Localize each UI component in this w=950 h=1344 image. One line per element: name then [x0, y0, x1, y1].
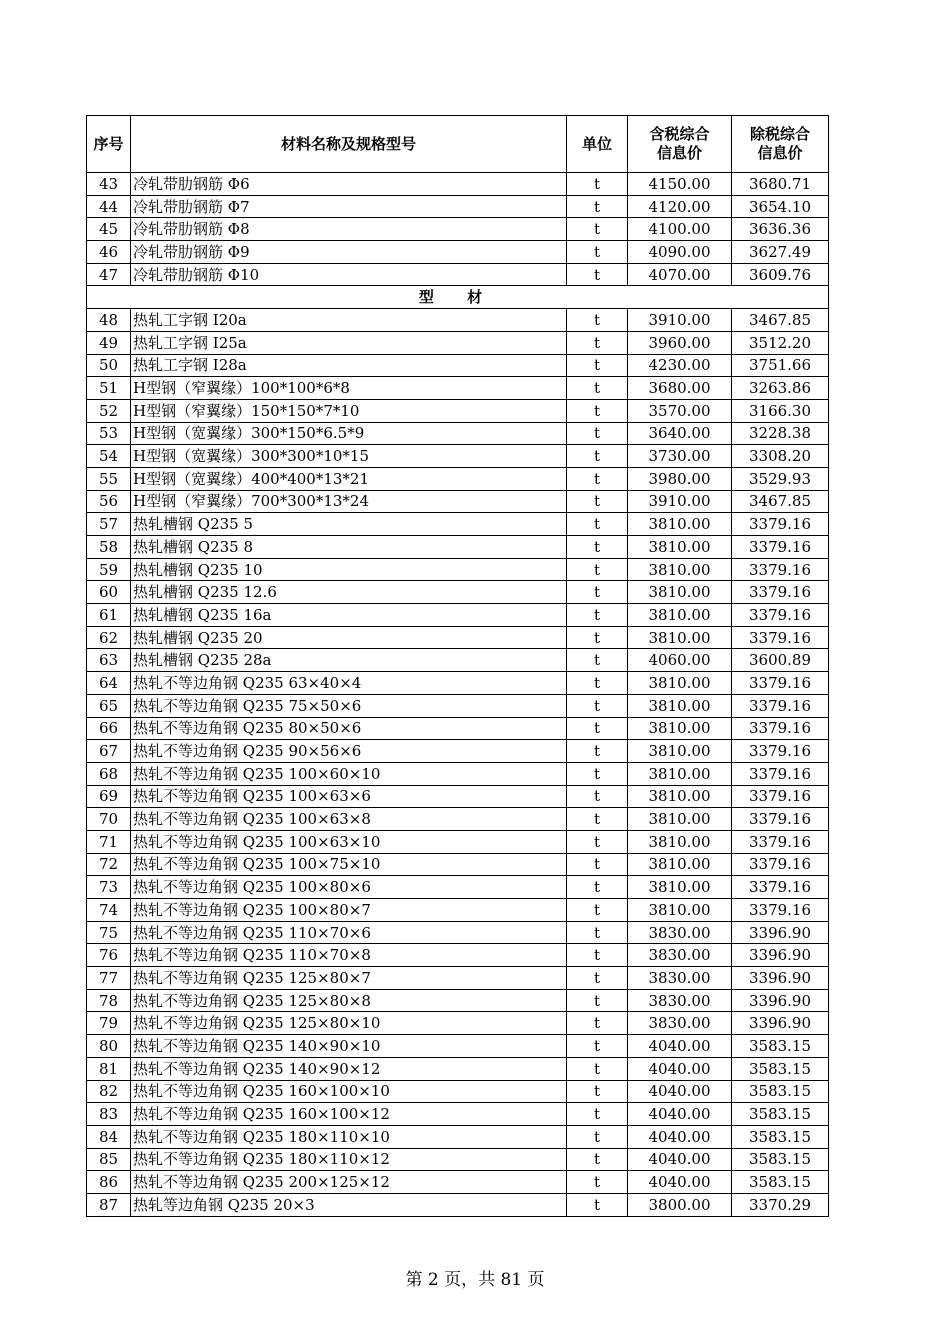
cell-price-notax: 3379.16: [732, 513, 829, 536]
cell-price-tax: 4060.00: [628, 649, 732, 672]
table-row: [87, 694, 829, 717]
cell-no: 69: [87, 785, 131, 808]
cell-no: 75: [87, 921, 131, 944]
cell-price-tax: 4040.00: [628, 1125, 732, 1148]
cell-no: 76: [87, 944, 131, 967]
cell-no: 79: [87, 1012, 131, 1035]
cell-no: 66: [87, 717, 131, 740]
cell-no: 77: [87, 967, 131, 990]
cell-name: 热轧槽钢 Q235 8: [131, 536, 567, 559]
cell-no: 81: [87, 1057, 131, 1080]
cell-unit: t: [567, 377, 628, 400]
table-row: [87, 944, 829, 967]
cell-price-notax: 3609.76: [732, 263, 829, 286]
cell-price-tax: 3810.00: [628, 762, 732, 785]
table-row: [87, 467, 829, 490]
table-row: [87, 445, 829, 468]
cell-name: 热轧不等边角钢 Q235 100×75×10: [131, 853, 567, 876]
cell-price-tax: 4040.00: [628, 1057, 732, 1080]
cell-unit: t: [567, 1057, 628, 1080]
cell-unit: t: [567, 309, 628, 332]
cell-price-tax: 3810.00: [628, 694, 732, 717]
cell-price-notax: 3379.16: [732, 853, 829, 876]
cell-unit: t: [567, 1193, 628, 1216]
cell-name: H型钢（窄翼缘）150*150*7*10: [131, 399, 567, 422]
cell-name: 热轧不等边角钢 Q235 110×70×8: [131, 944, 567, 967]
cell-unit: t: [567, 1080, 628, 1103]
cell-no: 52: [87, 399, 131, 422]
cell-price-tax: 3830.00: [628, 921, 732, 944]
cell-price-tax: 3810.00: [628, 626, 732, 649]
cell-unit: t: [567, 581, 628, 604]
table-row: [87, 830, 829, 853]
cell-price-tax: 3640.00: [628, 422, 732, 445]
cell-price-notax: 3583.15: [732, 1103, 829, 1126]
price-table: [86, 115, 829, 1217]
table-row: [87, 195, 829, 218]
table-row: [87, 173, 829, 196]
cell-no: 55: [87, 467, 131, 490]
cell-name: 热轧等边角钢 Q235 20×3: [131, 1193, 567, 1216]
cell-price-notax: 3680.71: [732, 173, 829, 196]
cell-price-notax: 3379.16: [732, 626, 829, 649]
cell-name: 热轧不等边角钢 Q235 180×110×12: [131, 1148, 567, 1171]
cell-unit: t: [567, 921, 628, 944]
cell-name: 热轧不等边角钢 Q235 125×80×10: [131, 1012, 567, 1035]
cell-price-notax: 3379.16: [732, 762, 829, 785]
cell-price-notax: 3396.90: [732, 967, 829, 990]
header-row: [87, 116, 829, 173]
cell-no: 48: [87, 309, 131, 332]
cell-price-tax: 3960.00: [628, 331, 732, 354]
cell-name: H型钢（窄翼缘）100*100*6*8: [131, 377, 567, 400]
cell-price-tax: 3830.00: [628, 944, 732, 967]
cell-price-notax: 3467.85: [732, 309, 829, 332]
header-price-notax-line2: 信息价: [757, 144, 803, 162]
cell-price-tax: 3980.00: [628, 467, 732, 490]
cell-no: 47: [87, 263, 131, 286]
cell-no: 50: [87, 354, 131, 377]
cell-unit: t: [567, 1012, 628, 1035]
table-row: [87, 241, 829, 264]
header-price-tax-line2: 信息价: [656, 144, 702, 162]
cell-price-tax: 3810.00: [628, 785, 732, 808]
cell-name: 热轧不等边角钢 Q235 80×50×6: [131, 717, 567, 740]
cell-unit: t: [567, 899, 628, 922]
page-footer: [0, 1265, 950, 1290]
table-row: [87, 331, 829, 354]
cell-unit: t: [567, 967, 628, 990]
header-price-tax: [628, 116, 732, 173]
cell-no: 86: [87, 1171, 131, 1194]
cell-price-tax: 3810.00: [628, 536, 732, 559]
table-row: [87, 1125, 829, 1148]
cell-price-notax: 3379.16: [732, 785, 829, 808]
cell-unit: t: [567, 263, 628, 286]
cell-no: 70: [87, 808, 131, 831]
header-price-tax-line1: 含税综合: [649, 125, 710, 143]
cell-name: 热轧不等边角钢 Q235 75×50×6: [131, 694, 567, 717]
cell-name: 热轧不等边角钢 Q235 140×90×10: [131, 1035, 567, 1058]
cell-name: 热轧不等边角钢 Q235 100×63×10: [131, 830, 567, 853]
cell-price-tax: 3810.00: [628, 672, 732, 695]
cell-name: 冷轧带肋钢筋 Φ10: [131, 263, 567, 286]
cell-no: 43: [87, 173, 131, 196]
cell-price-tax: 4040.00: [628, 1035, 732, 1058]
table-row: [87, 899, 829, 922]
cell-price-notax: 3751.66: [732, 354, 829, 377]
cell-name: 热轧不等边角钢 Q235 100×80×7: [131, 899, 567, 922]
table-row: [87, 263, 829, 286]
cell-price-notax: 3379.16: [732, 830, 829, 853]
table-row: [87, 1035, 829, 1058]
cell-price-tax: 3910.00: [628, 490, 732, 513]
cell-name: 冷轧带肋钢筋 Φ9: [131, 241, 567, 264]
table-row: [87, 649, 829, 672]
table-row: [87, 808, 829, 831]
header-no: 序号: [87, 116, 131, 173]
cell-price-tax: 4040.00: [628, 1148, 732, 1171]
table-row: [87, 1171, 829, 1194]
cell-price-notax: 3583.15: [732, 1125, 829, 1148]
cell-name: 热轧不等边角钢 Q235 125×80×7: [131, 967, 567, 990]
table-row: [87, 1148, 829, 1171]
cell-price-tax: 3810.00: [628, 853, 732, 876]
table-row: [87, 762, 829, 785]
cell-price-notax: 3263.86: [732, 377, 829, 400]
cell-price-tax: 3810.00: [628, 513, 732, 536]
cell-no: 63: [87, 649, 131, 672]
table-row: [87, 377, 829, 400]
cell-price-notax: 3379.16: [732, 581, 829, 604]
cell-price-notax: 3583.15: [732, 1080, 829, 1103]
cell-unit: t: [567, 422, 628, 445]
cell-no: 54: [87, 445, 131, 468]
cell-name: 热轧不等边角钢 Q235 125×80×8: [131, 989, 567, 1012]
section-title: 型 材: [87, 286, 829, 309]
cell-no: 44: [87, 195, 131, 218]
cell-price-tax: 3830.00: [628, 989, 732, 1012]
cell-no: 82: [87, 1080, 131, 1103]
cell-unit: t: [567, 354, 628, 377]
cell-price-tax: 3680.00: [628, 377, 732, 400]
cell-unit: t: [567, 740, 628, 763]
table-row: [87, 921, 829, 944]
table-row: [87, 513, 829, 536]
table-row: [87, 399, 829, 422]
table-row: [87, 989, 829, 1012]
cell-no: 71: [87, 830, 131, 853]
cell-no: 57: [87, 513, 131, 536]
cell-unit: t: [567, 989, 628, 1012]
cell-unit: t: [567, 536, 628, 559]
cell-price-notax: 3379.16: [732, 558, 829, 581]
cell-price-notax: 3228.38: [732, 422, 829, 445]
cell-price-tax: 3810.00: [628, 808, 732, 831]
cell-price-notax: 3396.90: [732, 921, 829, 944]
cell-unit: t: [567, 876, 628, 899]
cell-unit: t: [567, 173, 628, 196]
cell-no: 58: [87, 536, 131, 559]
table-row: [87, 422, 829, 445]
cell-unit: t: [567, 195, 628, 218]
cell-price-tax: 3810.00: [628, 876, 732, 899]
cell-price-notax: 3583.15: [732, 1171, 829, 1194]
cell-name: 热轧不等边角钢 Q235 110×70×6: [131, 921, 567, 944]
cell-price-notax: 3396.90: [732, 1012, 829, 1035]
table-row: [87, 785, 829, 808]
cell-unit: t: [567, 604, 628, 627]
cell-price-notax: 3379.16: [732, 899, 829, 922]
cell-price-notax: 3600.89: [732, 649, 829, 672]
header-unit: 单位: [567, 116, 628, 173]
cell-price-notax: 3636.36: [732, 218, 829, 241]
cell-name: 热轧不等边角钢 Q235 90×56×6: [131, 740, 567, 763]
cell-name: 热轧不等边角钢 Q235 100×80×6: [131, 876, 567, 899]
table-row: [87, 604, 829, 627]
table-row: [87, 490, 829, 513]
cell-name: 冷轧带肋钢筋 Φ8: [131, 218, 567, 241]
cell-unit: t: [567, 785, 628, 808]
cell-price-tax: 4070.00: [628, 263, 732, 286]
cell-no: 80: [87, 1035, 131, 1058]
cell-name: 热轧槽钢 Q235 28a: [131, 649, 567, 672]
cell-unit: t: [567, 513, 628, 536]
cell-price-notax: 3379.16: [732, 876, 829, 899]
cell-price-tax: 3810.00: [628, 604, 732, 627]
table-row: [87, 1080, 829, 1103]
cell-name: 热轧不等边角钢 Q235 140×90×12: [131, 1057, 567, 1080]
cell-price-notax: 3379.16: [732, 536, 829, 559]
table-row: [87, 740, 829, 763]
cell-no: 46: [87, 241, 131, 264]
cell-price-notax: 3396.90: [732, 944, 829, 967]
cell-unit: t: [567, 626, 628, 649]
table-row: [87, 581, 829, 604]
table-row: [87, 558, 829, 581]
cell-unit: t: [567, 331, 628, 354]
cell-no: 64: [87, 672, 131, 695]
cell-name: 热轧工字钢 I20a: [131, 309, 567, 332]
header-price-notax: [732, 116, 829, 173]
cell-price-tax: 3810.00: [628, 717, 732, 740]
cell-unit: t: [567, 830, 628, 853]
page-number-text: 第 2 页，共 81 页: [405, 1270, 545, 1290]
table-row: [87, 309, 829, 332]
cell-name: H型钢（窄翼缘）700*300*13*24: [131, 490, 567, 513]
cell-unit: t: [567, 399, 628, 422]
cell-name: 热轧槽钢 Q235 20: [131, 626, 567, 649]
cell-no: 73: [87, 876, 131, 899]
cell-no: 85: [87, 1148, 131, 1171]
cell-price-notax: 3308.20: [732, 445, 829, 468]
cell-no: 59: [87, 558, 131, 581]
cell-price-tax: 3570.00: [628, 399, 732, 422]
cell-no: 65: [87, 694, 131, 717]
cell-price-tax: 4040.00: [628, 1171, 732, 1194]
cell-price-notax: 3654.10: [732, 195, 829, 218]
cell-no: 83: [87, 1103, 131, 1126]
table-row: [87, 876, 829, 899]
cell-name: 热轧槽钢 Q235 5: [131, 513, 567, 536]
cell-price-notax: 3379.16: [732, 604, 829, 627]
table-row: [87, 218, 829, 241]
table-body: [87, 173, 829, 1217]
cell-name: 热轧工字钢 I25a: [131, 331, 567, 354]
cell-price-notax: 3583.15: [732, 1148, 829, 1171]
cell-price-notax: 3379.16: [732, 672, 829, 695]
cell-price-notax: 3583.15: [732, 1035, 829, 1058]
cell-price-notax: 3379.16: [732, 694, 829, 717]
cell-price-tax: 3730.00: [628, 445, 732, 468]
cell-name: 冷轧带肋钢筋 Φ7: [131, 195, 567, 218]
cell-no: 84: [87, 1125, 131, 1148]
cell-name: H型钢（宽翼缘）400*400*13*21: [131, 467, 567, 490]
cell-price-notax: 3379.16: [732, 717, 829, 740]
cell-price-tax: 3810.00: [628, 830, 732, 853]
cell-unit: t: [567, 1125, 628, 1148]
cell-price-tax: 3830.00: [628, 967, 732, 990]
cell-name: H型钢（宽翼缘）300*150*6.5*9: [131, 422, 567, 445]
cell-name: 热轧不等边角钢 Q235 100×63×8: [131, 808, 567, 831]
cell-no: 60: [87, 581, 131, 604]
cell-unit: t: [567, 218, 628, 241]
cell-price-notax: 3379.16: [732, 740, 829, 763]
cell-unit: t: [567, 649, 628, 672]
cell-price-tax: 4230.00: [628, 354, 732, 377]
cell-price-tax: 4150.00: [628, 173, 732, 196]
cell-name: 热轧槽钢 Q235 10: [131, 558, 567, 581]
cell-name: 冷轧带肋钢筋 Φ6: [131, 173, 567, 196]
cell-no: 72: [87, 853, 131, 876]
cell-price-notax: 3512.20: [732, 331, 829, 354]
cell-no: 56: [87, 490, 131, 513]
cell-price-tax: 4040.00: [628, 1080, 732, 1103]
cell-price-tax: 3810.00: [628, 558, 732, 581]
cell-unit: t: [567, 1171, 628, 1194]
table-row: [87, 1057, 829, 1080]
table-row: [87, 717, 829, 740]
cell-price-tax: 4120.00: [628, 195, 732, 218]
table-row: [87, 1103, 829, 1126]
cell-no: 45: [87, 218, 131, 241]
cell-price-tax: 3800.00: [628, 1193, 732, 1216]
cell-no: 68: [87, 762, 131, 785]
cell-price-notax: 3379.16: [732, 808, 829, 831]
cell-price-tax: 4100.00: [628, 218, 732, 241]
cell-price-notax: 3627.49: [732, 241, 829, 264]
table-row: [87, 1012, 829, 1035]
table-row: [87, 672, 829, 695]
cell-price-notax: 3583.15: [732, 1057, 829, 1080]
cell-name: 热轧不等边角钢 Q235 160×100×12: [131, 1103, 567, 1126]
cell-price-notax: 3467.85: [732, 490, 829, 513]
cell-price-tax: 3810.00: [628, 899, 732, 922]
cell-no: 78: [87, 989, 131, 1012]
cell-price-notax: 3370.29: [732, 1193, 829, 1216]
cell-unit: t: [567, 1103, 628, 1126]
cell-unit: t: [567, 672, 628, 695]
table-row: [87, 536, 829, 559]
table-row: [87, 626, 829, 649]
cell-price-notax: 3529.93: [732, 467, 829, 490]
cell-no: 49: [87, 331, 131, 354]
cell-name: 热轧不等边角钢 Q235 100×63×6: [131, 785, 567, 808]
header-name: 材料名称及规格型号: [131, 116, 567, 173]
table-row: [87, 354, 829, 377]
cell-unit: t: [567, 241, 628, 264]
cell-name: 热轧不等边角钢 Q235 100×60×10: [131, 762, 567, 785]
cell-name: 热轧工字钢 I28a: [131, 354, 567, 377]
cell-name: 热轧槽钢 Q235 16a: [131, 604, 567, 627]
cell-price-tax: 3810.00: [628, 740, 732, 763]
cell-unit: t: [567, 467, 628, 490]
cell-price-tax: 4040.00: [628, 1103, 732, 1126]
cell-name: 热轧不等边角钢 Q235 63×40×4: [131, 672, 567, 695]
cell-name: 热轧槽钢 Q235 12.6: [131, 581, 567, 604]
table-row: [87, 853, 829, 876]
cell-no: 87: [87, 1193, 131, 1216]
cell-no: 62: [87, 626, 131, 649]
cell-name: 热轧不等边角钢 Q235 200×125×12: [131, 1171, 567, 1194]
cell-unit: t: [567, 1035, 628, 1058]
table-row: [87, 967, 829, 990]
cell-price-notax: 3396.90: [732, 989, 829, 1012]
cell-unit: t: [567, 762, 628, 785]
cell-price-tax: 3830.00: [628, 1012, 732, 1035]
cell-unit: t: [567, 445, 628, 468]
cell-no: 51: [87, 377, 131, 400]
cell-price-notax: 3166.30: [732, 399, 829, 422]
cell-no: 61: [87, 604, 131, 627]
table-row: [87, 1193, 829, 1216]
cell-price-tax: 3810.00: [628, 581, 732, 604]
cell-unit: t: [567, 490, 628, 513]
cell-name: 热轧不等边角钢 Q235 180×110×10: [131, 1125, 567, 1148]
cell-unit: t: [567, 808, 628, 831]
cell-unit: t: [567, 1148, 628, 1171]
cell-no: 67: [87, 740, 131, 763]
cell-name: 热轧不等边角钢 Q235 160×100×10: [131, 1080, 567, 1103]
cell-no: 53: [87, 422, 131, 445]
cell-name: H型钢（宽翼缘）300*300*10*15: [131, 445, 567, 468]
cell-no: 74: [87, 899, 131, 922]
cell-unit: t: [567, 944, 628, 967]
header-price-notax-line1: 除税综合: [749, 125, 810, 143]
section-row: [87, 286, 829, 309]
cell-price-tax: 4090.00: [628, 241, 732, 264]
cell-unit: t: [567, 717, 628, 740]
cell-unit: t: [567, 853, 628, 876]
cell-unit: t: [567, 694, 628, 717]
cell-unit: t: [567, 558, 628, 581]
cell-price-tax: 3910.00: [628, 309, 732, 332]
